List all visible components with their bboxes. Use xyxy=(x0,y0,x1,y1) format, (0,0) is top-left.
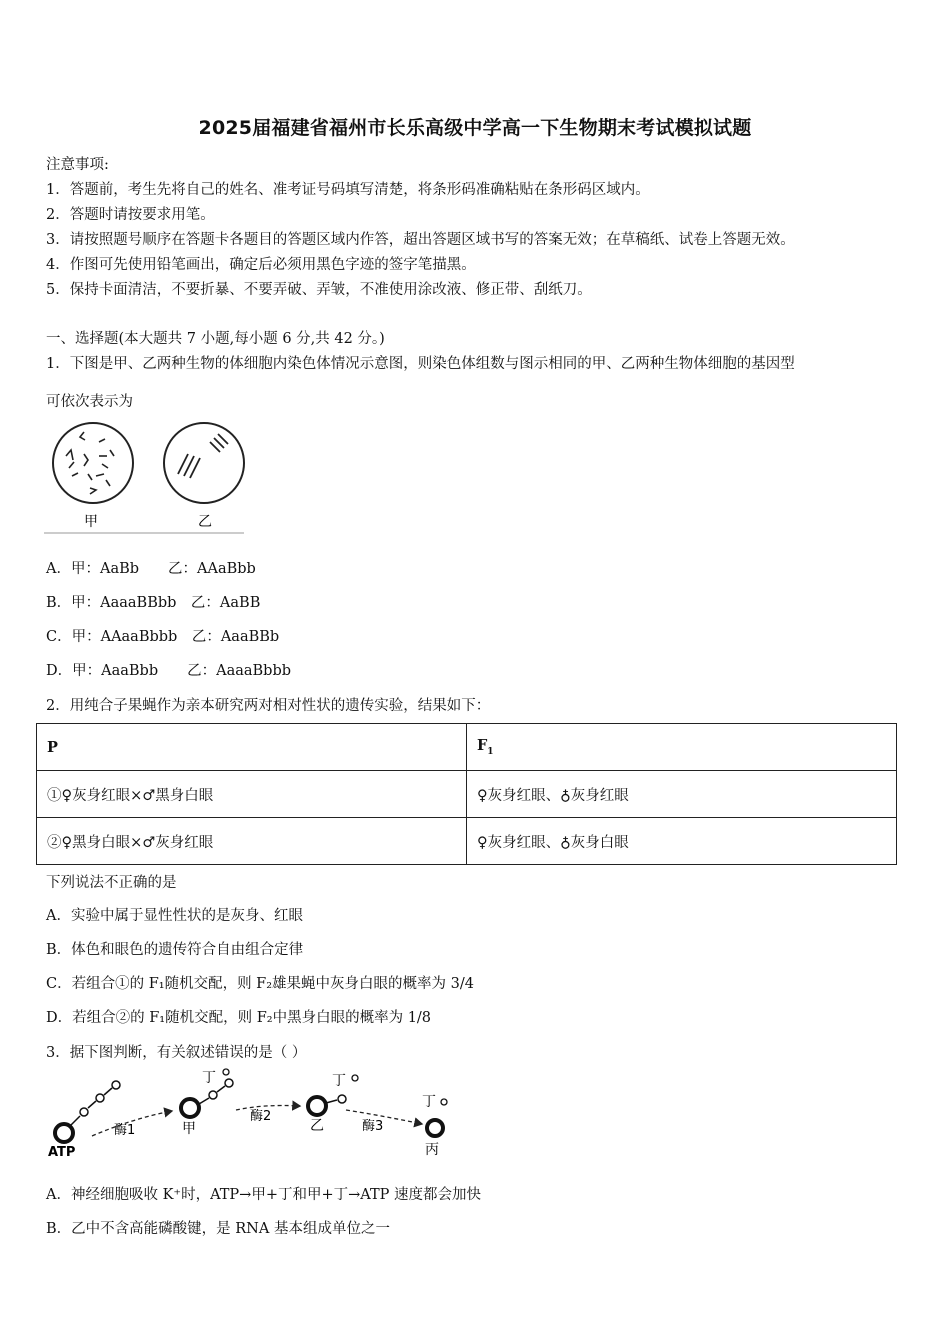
ding-circle xyxy=(441,1099,447,1105)
label-enzyme2: 酶2 xyxy=(250,1109,272,1124)
section-heading: 一、选择题(本大题共 7 小题,每小题 6 分,共 42 分。) xyxy=(46,331,385,347)
q2-stem: 2．用纯合子果蝇作为亲本研究两对相对性状的遗传实验，结果如下： xyxy=(46,698,491,714)
cell-jia-membrane xyxy=(53,423,133,503)
yi-circle xyxy=(308,1097,326,1115)
table-header-f1-label: F xyxy=(477,737,488,755)
cell-label-yi: 乙 xyxy=(198,514,212,530)
notice-item: 5．保持卡面清洁，不要折暴、不要弄破、弄皱，不准使用涂改液、修正带、刮纸刀。 xyxy=(46,282,592,298)
q1-stem-line2: 可依次表示为 xyxy=(46,394,133,410)
table-header-f1 xyxy=(467,724,897,771)
table-cell-offspring: ♀灰身红眼、♁灰身红眼 xyxy=(467,771,897,818)
q1-option-c: C．甲：AAaaBbbb 乙：AaaBBb xyxy=(46,629,280,645)
table-row xyxy=(37,818,897,865)
table-row xyxy=(37,771,897,818)
q3-atp-hydrolysis-figure xyxy=(44,1066,464,1162)
label-ding3: 丁 xyxy=(422,1094,436,1110)
phosphate-circle xyxy=(225,1079,233,1087)
jia-circle xyxy=(181,1099,199,1117)
ding-circle xyxy=(223,1069,229,1075)
phosphate-circle xyxy=(80,1108,88,1116)
phosphate-circle xyxy=(112,1081,120,1089)
table-header-f1-subscript: 1 xyxy=(487,746,494,757)
table-cell-parent: ②♀黑身白眼×♂灰身红眼 xyxy=(37,818,467,865)
phosphate-circle xyxy=(338,1095,346,1103)
table-cell-offspring: ♀灰身红眼、♁灰身白眼 xyxy=(467,818,897,865)
table-header-p: P xyxy=(37,724,467,771)
q3-stem: 3．据下图判断，有关叙述错误的是（ ） xyxy=(46,1045,307,1061)
q2-prompt: 下列说法不正确的是 xyxy=(46,875,177,891)
q3-option-b: B．乙中不含高能磷酸键，是 RNA 基本组成单位之一 xyxy=(46,1221,390,1237)
label-yi: 乙 xyxy=(310,1118,324,1134)
q2-option-b: B．体色和眼色的遗传符合自由组合定律 xyxy=(46,942,304,958)
label-bing: 丙 xyxy=(425,1142,439,1158)
cell-yi-chromosomes xyxy=(178,434,228,478)
q3-option-a: A．神经细胞吸收 K⁺时，ATP→甲+丁和甲+丁→ATP 速度都会加快 xyxy=(46,1187,481,1203)
q1-option-b: B．甲：AaaaBBbb 乙：AaBB xyxy=(46,595,261,611)
cell-label-jia: 甲 xyxy=(84,514,98,530)
bing-circle xyxy=(427,1120,443,1136)
cell-jia-chromosomes xyxy=(66,432,114,494)
phosphate-circle xyxy=(96,1094,104,1102)
label-atp: ATP xyxy=(48,1145,76,1160)
cell-yi-membrane xyxy=(164,423,244,503)
phosphate-circle xyxy=(209,1091,217,1099)
table-header-row xyxy=(37,724,897,771)
q2-option-d: D．若组合②的 F₁随机交配，则 F₂中黑身白眼的概率为 1/8 xyxy=(46,1010,432,1026)
q1-stem-line1: 1．下图是甲、乙两种生物的体细胞内染色体情况示意图，则染色体组数与图示相同的甲、乙两种生物体细胞的基因型 xyxy=(46,356,795,372)
ding-circle xyxy=(352,1075,358,1081)
q2-option-c: C．若组合①的 F₁随机交配，则 F₂雄果蝇中灰身白眼的概率为 3/4 xyxy=(46,976,475,992)
label-enzyme3: 酶3 xyxy=(362,1119,384,1134)
q2-option-a: A．实验中属于显性性状的是灰身、红眼 xyxy=(46,908,303,924)
notice-heading: 注意事项: xyxy=(46,157,109,173)
label-enzyme1: 酶1 xyxy=(114,1123,136,1138)
table-cell-parent: ①♀灰身红眼×♂黑身白眼 xyxy=(37,771,467,818)
q2-cross-table xyxy=(36,723,897,865)
q1-chromosome-figure xyxy=(44,418,254,536)
label-jia: 甲 xyxy=(182,1121,196,1137)
atp-base-circle xyxy=(55,1124,73,1142)
notice-item: 4．作图可先使用铅笔画出，确定后必须用黑色字迹的签字笔描黑。 xyxy=(46,257,476,273)
q1-option-d: D．甲：AaaBbb 乙：AaaaBbbb xyxy=(46,663,292,679)
notice-item: 1．答题前，考生先将自己的姓名、准考证号码填写清楚，将条形码准确粘贴在条形码区域内。 xyxy=(46,182,650,198)
notice-item: 3．请按照题号顺序在答题卡各题目的答题区域内作答，超出答题区域书写的答案无效；在草稿纸、试卷上答题无效。 xyxy=(46,232,795,248)
label-ding2: 丁 xyxy=(332,1073,346,1089)
arrow-enzyme3 xyxy=(346,1110,422,1124)
label-ding1: 丁 xyxy=(202,1070,216,1086)
notice-item: 2．答题时请按要求用笔。 xyxy=(46,207,215,223)
page-title: 2025届福建省福州市长乐高级中学高一下生物期末考试模拟试题 xyxy=(198,117,752,139)
q1-option-a: A．甲：AaBb 乙：AAaBbb xyxy=(46,561,256,577)
